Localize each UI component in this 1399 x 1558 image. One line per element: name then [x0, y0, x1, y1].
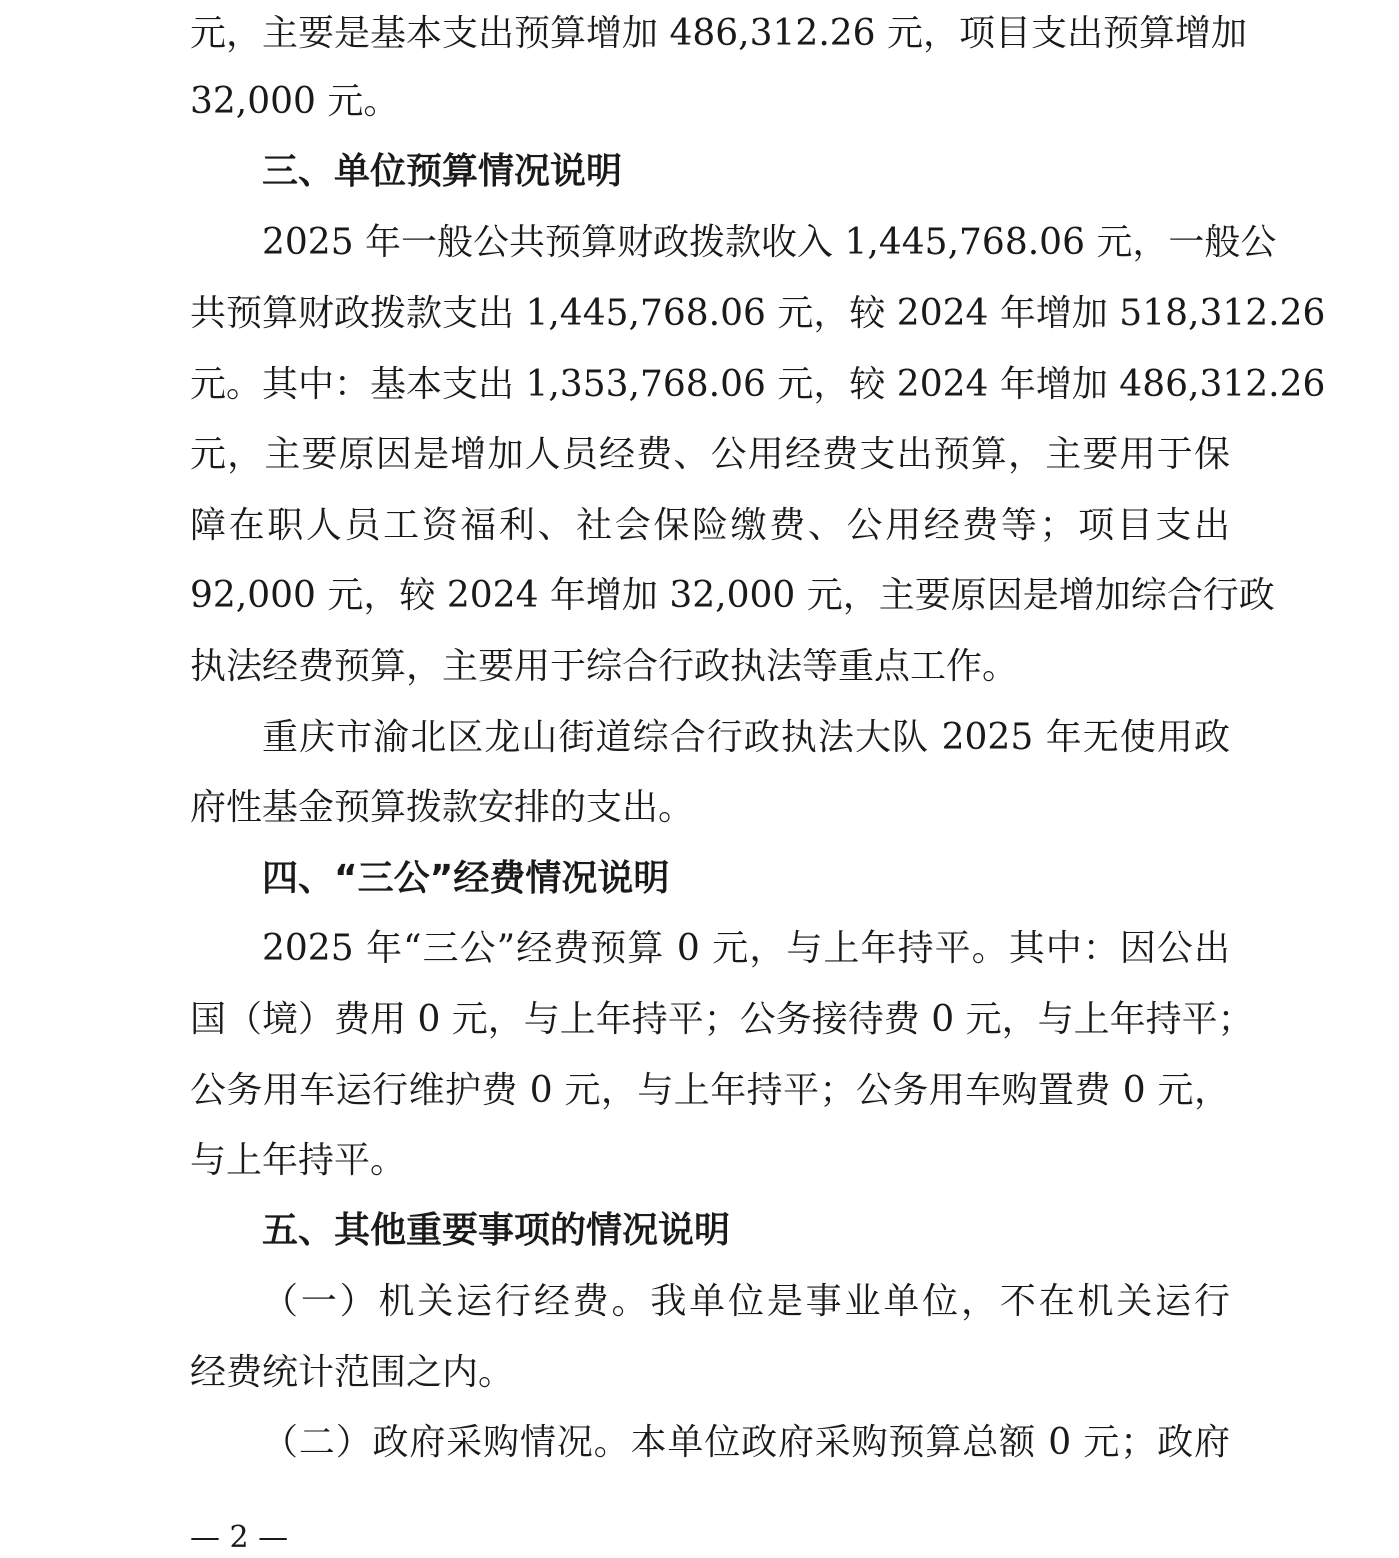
- section-heading: 五、其他重要事项的情况说明: [262, 1210, 731, 1251]
- paragraph-line: 执法经费预算，主要用于综合行政执法等重点工作。: [190, 646, 1019, 687]
- paragraph-line: 与上年持平。: [190, 1140, 407, 1181]
- page-number: — 2 —: [190, 1520, 289, 1555]
- paragraph-line: 公务用车运行维护费 0 元，与上年持平；公务用车购置费 0 元，: [190, 1070, 1230, 1111]
- paragraph-line: 元，主要是基本支出预算增加 486,312.26 元，项目支出预算增加: [190, 13, 1248, 54]
- paragraph-line: 国（境）费用 0 元，与上年持平；公务接待费 0 元，与上年持平；: [190, 999, 1254, 1040]
- paragraph-line: 元，主要原因是增加人员经费、公用经费支出预算，主要用于保: [190, 434, 1230, 475]
- section-heading: 四、“三公”经费情况说明: [262, 858, 670, 899]
- paragraph-line: 府性基金预算拨款安排的支出。: [190, 787, 695, 828]
- paragraph-line: 障在职人员工资福利、社会保险缴费、公用经费等；项目支出: [190, 505, 1230, 546]
- section-heading: 三、单位预算情况说明: [262, 151, 623, 192]
- paragraph-line: （一）机关运行经费。我单位是事业单位，不在机关运行: [262, 1281, 1230, 1322]
- paragraph-line: 2025 年一般公共预算财政拨款收入 1,445,768.06 元，一般公: [262, 222, 1277, 263]
- paragraph-line: 32,000 元。: [190, 81, 400, 122]
- paragraph-line: 共预算财政拨款支出 1,445,768.06 元，较 2024 年增加 518,312.26: [190, 293, 1326, 334]
- paragraph-line: 2025 年“三公”经费预算 0 元，与上年持平。其中：因公出: [262, 928, 1230, 969]
- paragraph-line: 经费统计范围之内。: [190, 1352, 515, 1393]
- paragraph-line: 重庆市渝北区龙山街道综合行政执法大队 2025 年无使用政: [262, 717, 1230, 758]
- paragraph-line: 92,000 元，较 2024 年增加 32,000 元，主要原因是增加综合行政: [190, 575, 1275, 616]
- paragraph-line: 元。其中：基本支出 1,353,768.06 元，较 2024 年增加 486,312.26: [190, 364, 1326, 405]
- paragraph-line: （二）政府采购情况。本单位政府采购预算总额 0 元；政府: [262, 1422, 1230, 1463]
